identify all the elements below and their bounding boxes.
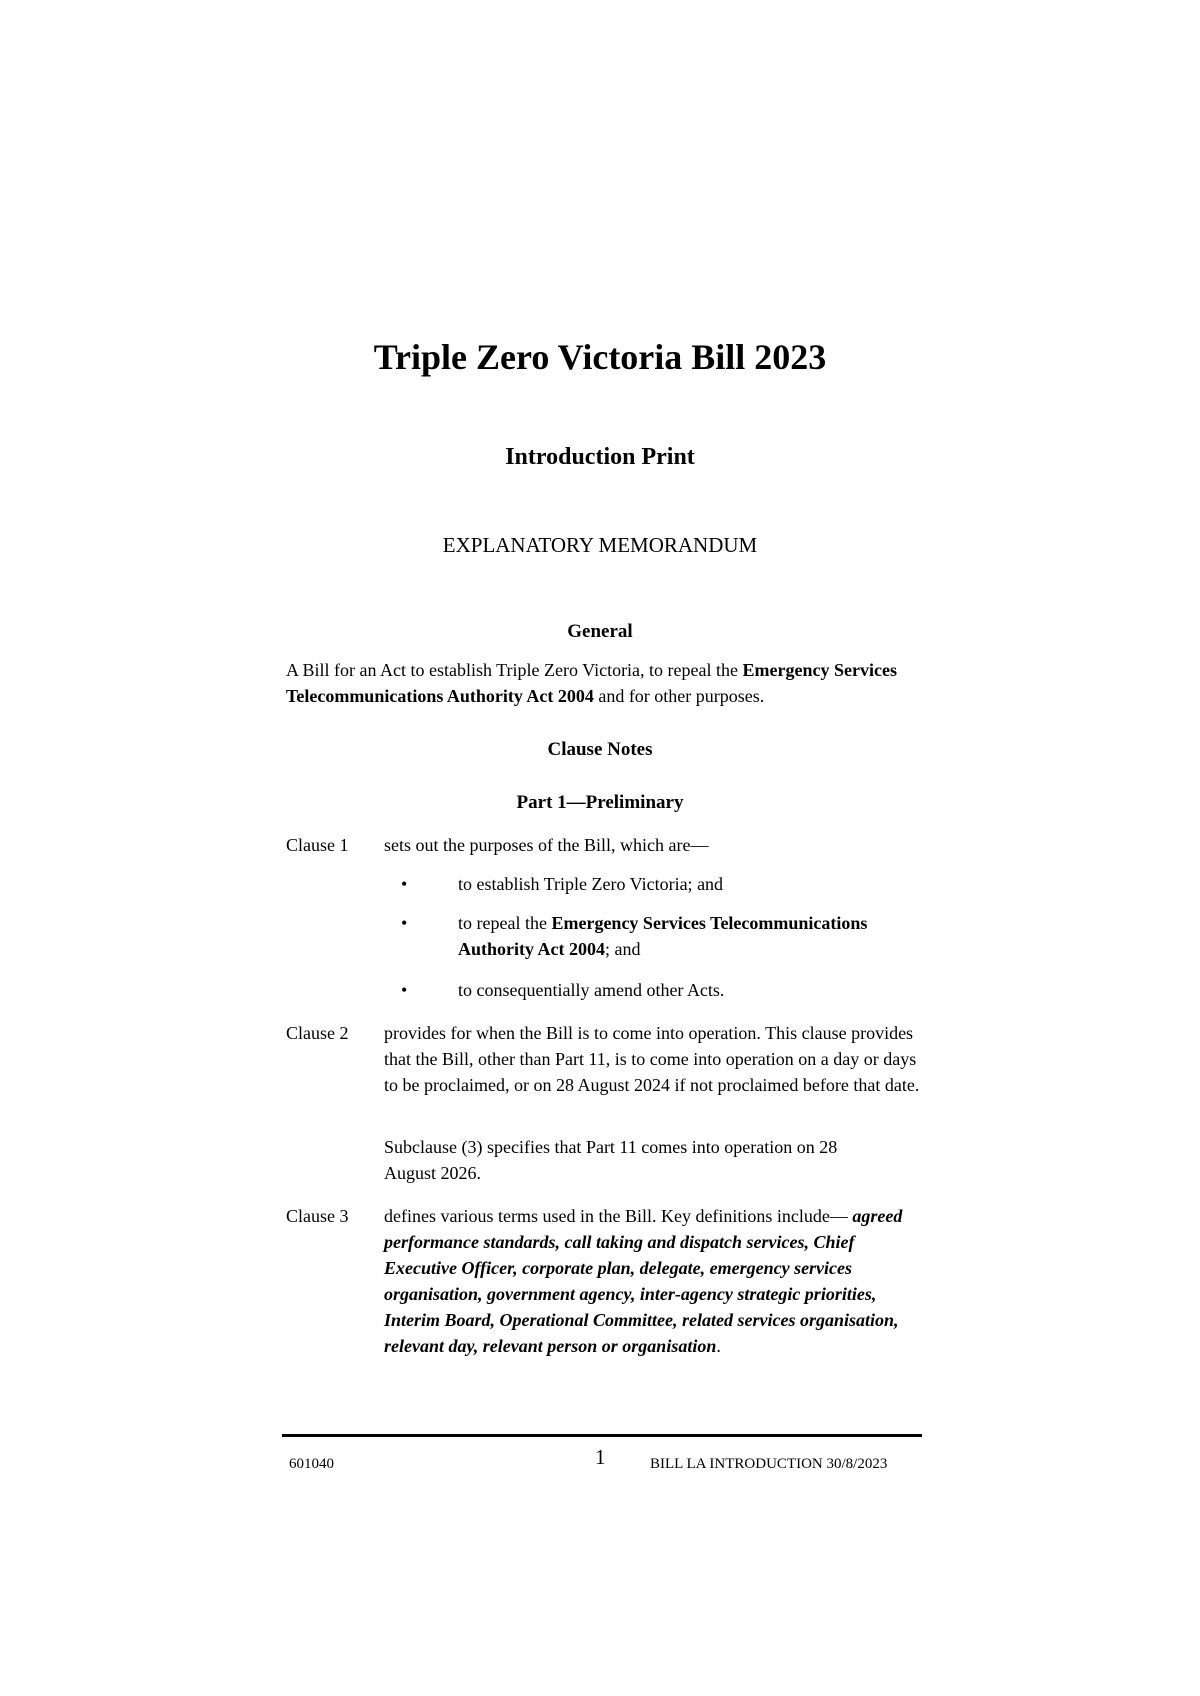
bullet-icon: • [401, 874, 408, 894]
clause1-bullet-3: to consequentially amend other Acts. [458, 980, 725, 1000]
memo-heading: EXPLANATORY MEMORANDUM [442, 533, 758, 557]
clause3-definitions: agreed performance standards, call taking and dispatch services, Chief Executive Officer, corporate plan, delegate, emergency services organisation, government agency, inter-agency strategic priorities, Interim Board, Operational Committee, related services organisation, relevant day, relevant person or organisation [384, 1206, 903, 1356]
general-text-before: A Bill for an Act to establish Triple Zero Victoria, to repeal the [286, 660, 743, 680]
general-heading: General [567, 621, 633, 642]
bullet-2-text-before: to repeal the [458, 913, 552, 933]
clause3-label: Clause 3 [286, 1206, 349, 1226]
footer-print-info: BILL LA INTRODUCTION 30/8/2023 [650, 1456, 888, 1472]
footer-rule [282, 1434, 922, 1437]
clause1-intro: sets out the purposes of the Bill, which are— [384, 835, 709, 855]
bullet-2-text-after: ; and [605, 939, 641, 959]
clause1-bullet-1: to establish Triple Zero Victoria; and [458, 874, 724, 894]
page-number: 1 [595, 1445, 606, 1469]
bullet-icon: • [401, 980, 408, 1000]
general-act-name: Emergency Services Telecommunications Authority Act 2004 [286, 660, 897, 706]
footer-code: 601040 [289, 1456, 334, 1472]
general-paragraph [286, 657, 926, 709]
clause3-trailing: . [716, 1336, 721, 1356]
general-text-after: and for other purposes. [593, 686, 765, 706]
clause3-intro: defines various terms used in the Bill. Key definitions include— [384, 1206, 848, 1226]
clause-notes-heading: Clause Notes [547, 739, 653, 760]
part-heading: Part 1—Preliminary [516, 792, 684, 813]
clause2-paragraph-1: provides for when the Bill is to come into operation. This clause provides that the Bill, other than Part 11, is to come into operation on a day or days to be proclaimed, or on 28 August 2024 if not proclaimed before that date. [384, 1023, 920, 1095]
document-title: Triple Zero Victoria Bill 2023 [373, 337, 827, 377]
bullet-2-act-name: Emergency Services Telecommunications Authority Act 2004 [458, 913, 868, 959]
clause3-paragraph [384, 1203, 924, 1359]
clause2-paragraph-2: Subclause (3) specifies that Part 11 comes into operation on 28 August 2026. [384, 1137, 838, 1183]
clause1-label: Clause 1 [286, 835, 349, 855]
clause2-label: Clause 2 [286, 1023, 349, 1043]
clause1-bullet-2 [458, 910, 928, 962]
bullet-icon: • [401, 913, 408, 933]
document-subtitle: Introduction Print [505, 444, 695, 470]
